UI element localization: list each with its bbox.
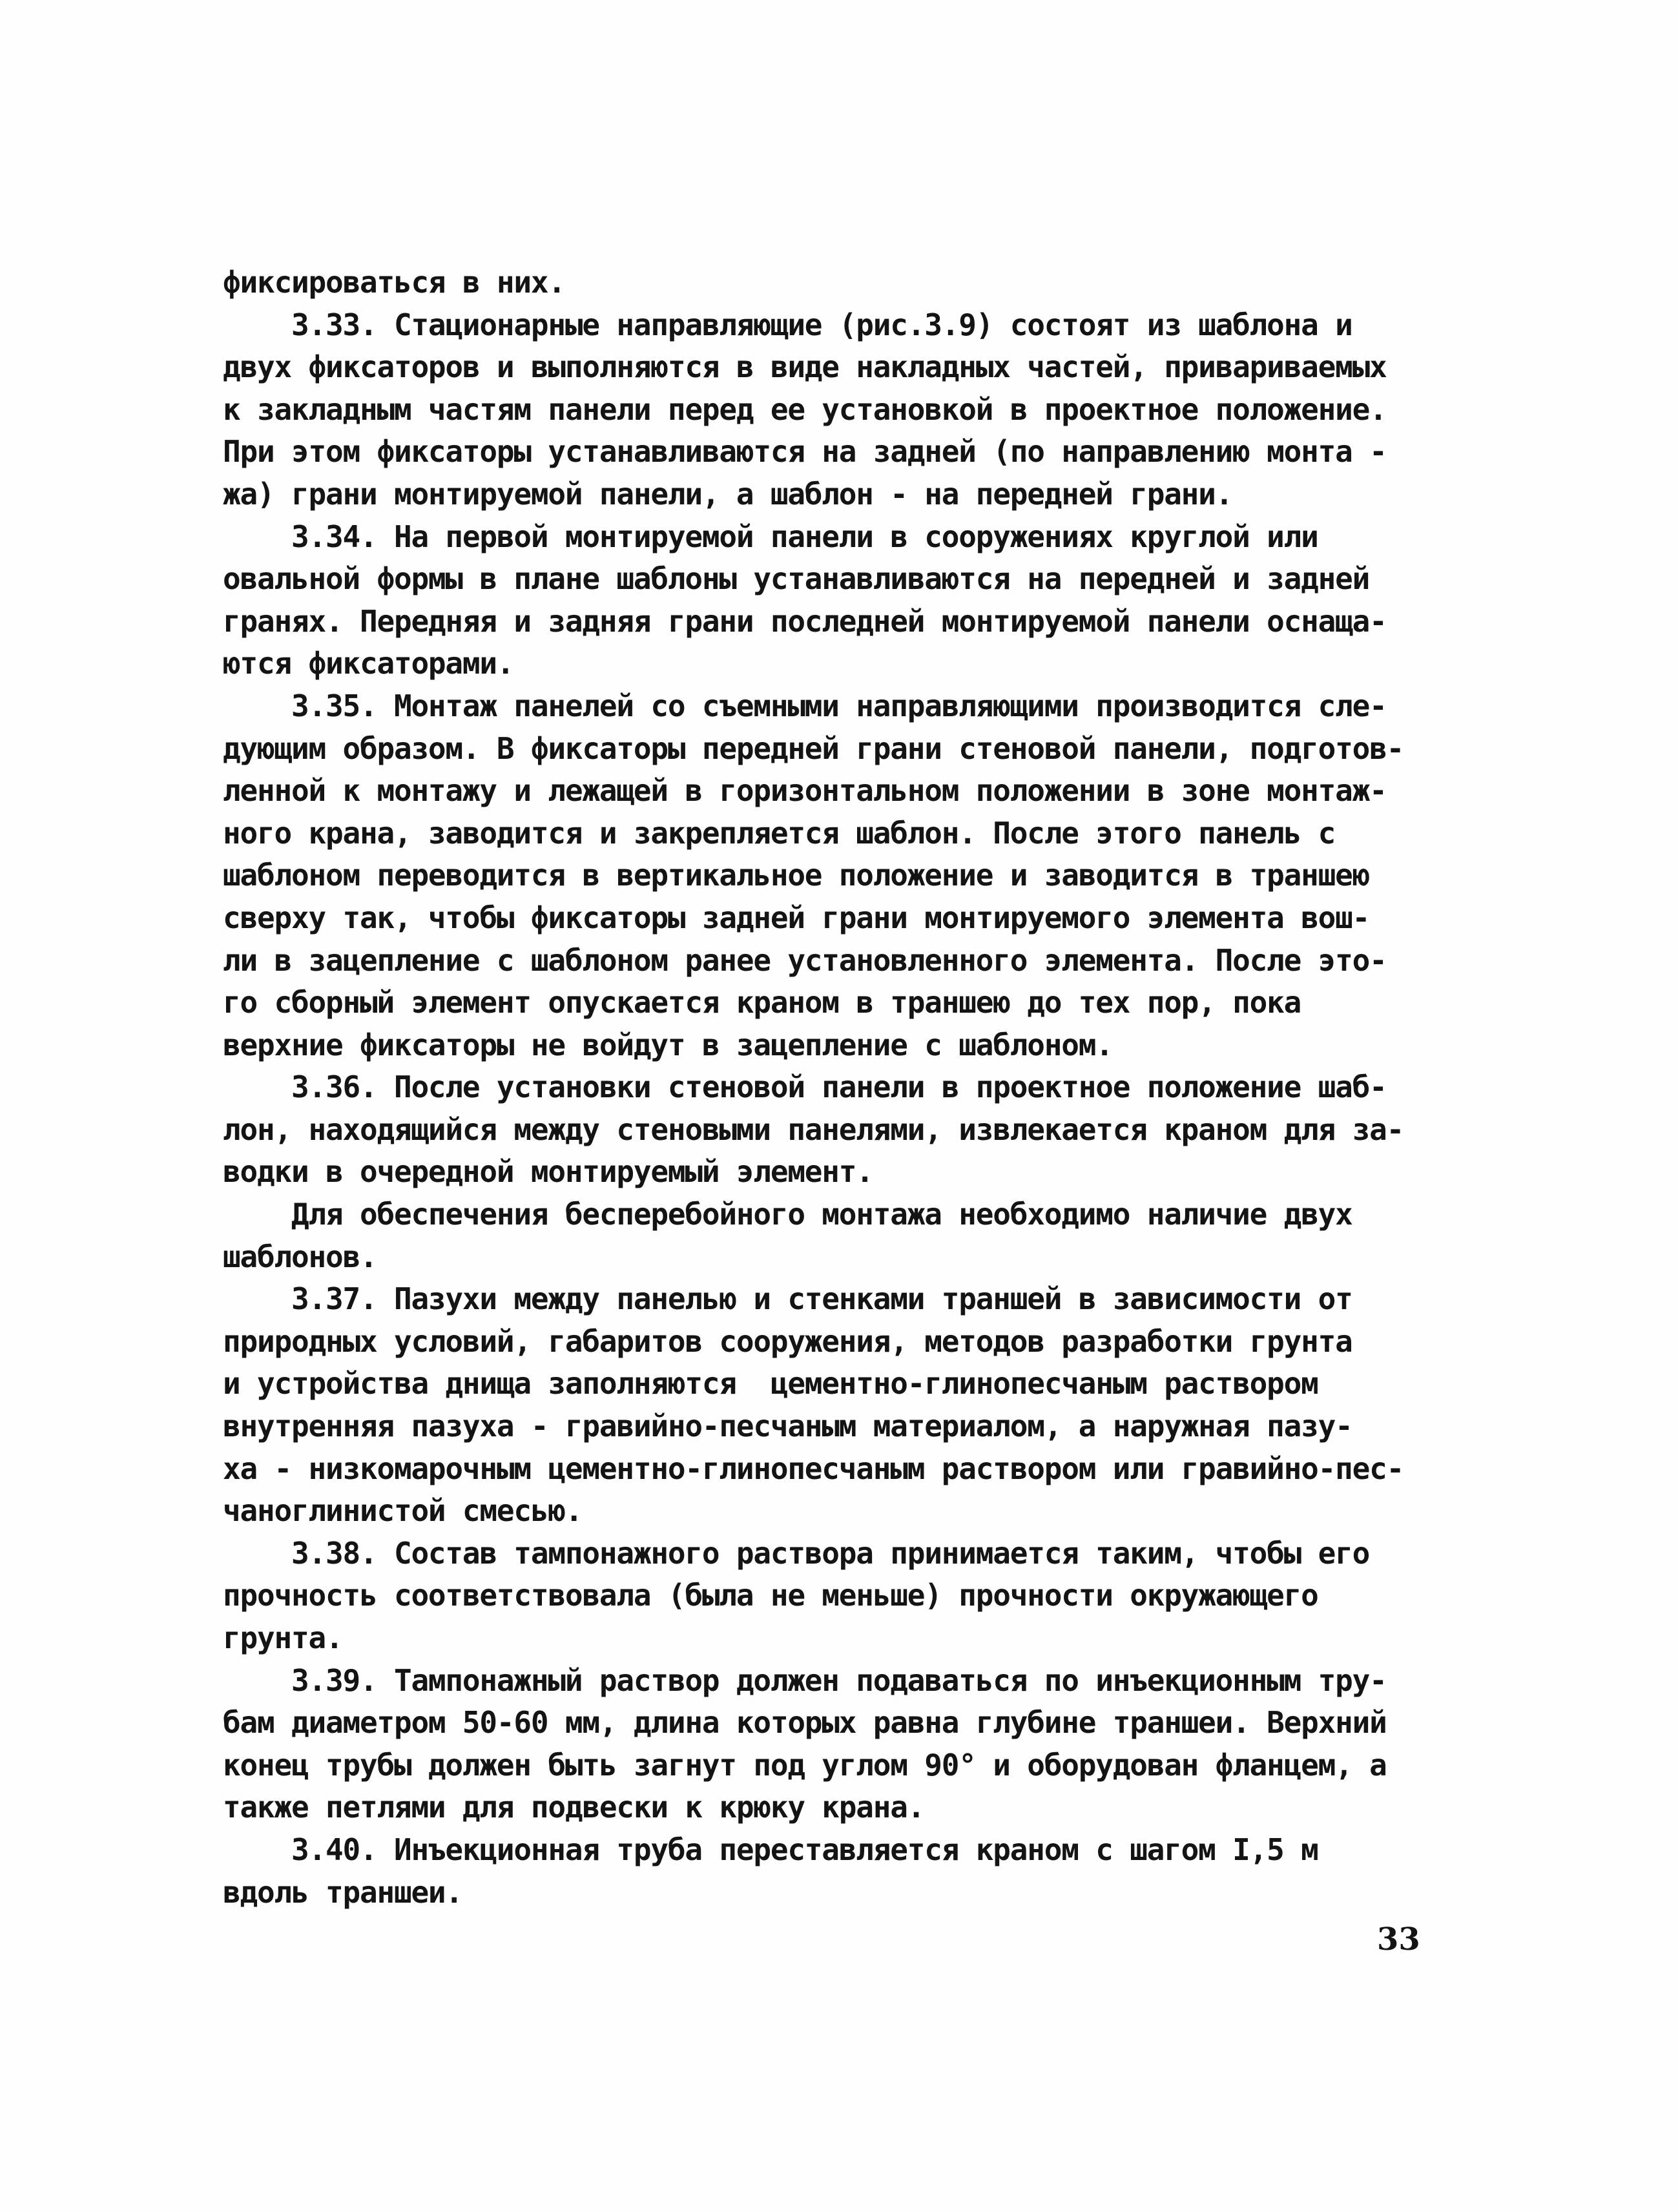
text-line: ли в зацепление с шаблоном ранее установленного элемента. После это- (223, 942, 1387, 978)
text-line: внутренняя пазуха - гравийно-песчаным материалом, а наружная пазу- (223, 1409, 1352, 1444)
text-line: природных условий, габаритов сооружения, методов разработки грунта (223, 1323, 1352, 1359)
text-line: и устройства днища заполняются цементно-глинопесчаным раствором (223, 1366, 1318, 1401)
text-line: также петлями для подвески к крюку крана. (223, 1790, 925, 1825)
text-line: 3.39. Тампонажный раствор должен подаваться по инъекционным тру- (223, 1662, 1387, 1698)
text-line: вдоль траншеи. (223, 1874, 462, 1910)
text-line: овальной формы в плане шаблоны устанавливаются на передней и задней (223, 561, 1370, 597)
text-line: фиксироваться в них. (223, 265, 565, 300)
text-line: шаблоном переводится в вертикальное положение и заводится в траншею (223, 858, 1370, 893)
page-number: 33 (1377, 1921, 1420, 1958)
body-text (223, 262, 1447, 1914)
text-line: 3.38. Состав тампонажного раствора принимается таким, чтобы его (223, 1535, 1370, 1571)
text-line: го сборный элемент опускается краном в траншею до тех пор, пока (223, 985, 1301, 1020)
text-line: жа) грани монтируемой панели, а шаблон - на передней грани. (223, 476, 1233, 512)
text-line: ются фиксаторами. (223, 646, 514, 681)
text-line: двух фиксаторов и выполняются в виде накладных частей, привариваемых (223, 349, 1387, 385)
text-line: сверху так, чтобы фиксаторы задней грани монтируемого элемента вош- (223, 900, 1370, 935)
text-line: грунта. (223, 1620, 343, 1655)
text-line: ного крана, заводится и закрепляется шаблон. После этого панель с (223, 815, 1336, 851)
text-line: Для обеспечения бесперебойного монтажа необходимо наличие двух (223, 1197, 1352, 1232)
text-line: верхние фиксаторы не войдут в зацепление с шаблоном. (223, 1027, 1113, 1062)
text-line: лон, находящийся между стеновыми панелями, извлекается краном для за- (223, 1111, 1404, 1147)
text-line: бам диаметром 50-60 мм, длина которых равна глубине траншеи. Верхний (223, 1705, 1387, 1741)
text-line: 3.33. Стационарные направляющие (рис.3.9) состоят из шаблона и (223, 307, 1352, 342)
text-line: ленной к монтажу и лежащей в горизонтальном положении в зоне монтаж- (223, 773, 1387, 809)
text-line: При этом фиксаторы устанавливаются на задней (по направлению монта - (223, 434, 1387, 470)
text-line: конец трубы должен быть загнут под углом 90° и оборудован фланцем, а (223, 1747, 1387, 1783)
text-line: 3.36. После установки стеновой панели в проектное положение шаб- (223, 1070, 1387, 1105)
text-line: 3.34. На первой монтируемой панели в сооружениях круглой или (223, 519, 1318, 554)
text-line: прочность соответствовала (была не меньше) прочности окружающего (223, 1578, 1318, 1613)
text-line: к закладным частям панели перед ее установкой в проектное положение. (223, 391, 1387, 427)
text-line: шаблонов. (223, 1239, 377, 1274)
text-line: 3.40. Инъекционная труба переставляется краном с шагом I,5 м (223, 1832, 1318, 1867)
text-line: ха - низкомарочным цементно-глинопесчаным раствором или гравийно-пес- (223, 1451, 1404, 1486)
text-line: 3.37. Пазухи между панелью и стенками траншей в зависимости от (223, 1281, 1352, 1317)
text-line: чаноглинистой смесью. (223, 1493, 583, 1529)
text-line: 3.35. Монтаж панелей со съемными направляющими производится сле- (223, 688, 1387, 723)
text-line: водки в очередной монтируемый элемент. (223, 1154, 873, 1190)
text-line: дующим образом. В фиксаторы передней грани стеновой панели, подготов- (223, 730, 1404, 766)
text-line: гранях. Передняя и задняя грани последней монтируемой панели оснаща- (223, 603, 1387, 639)
